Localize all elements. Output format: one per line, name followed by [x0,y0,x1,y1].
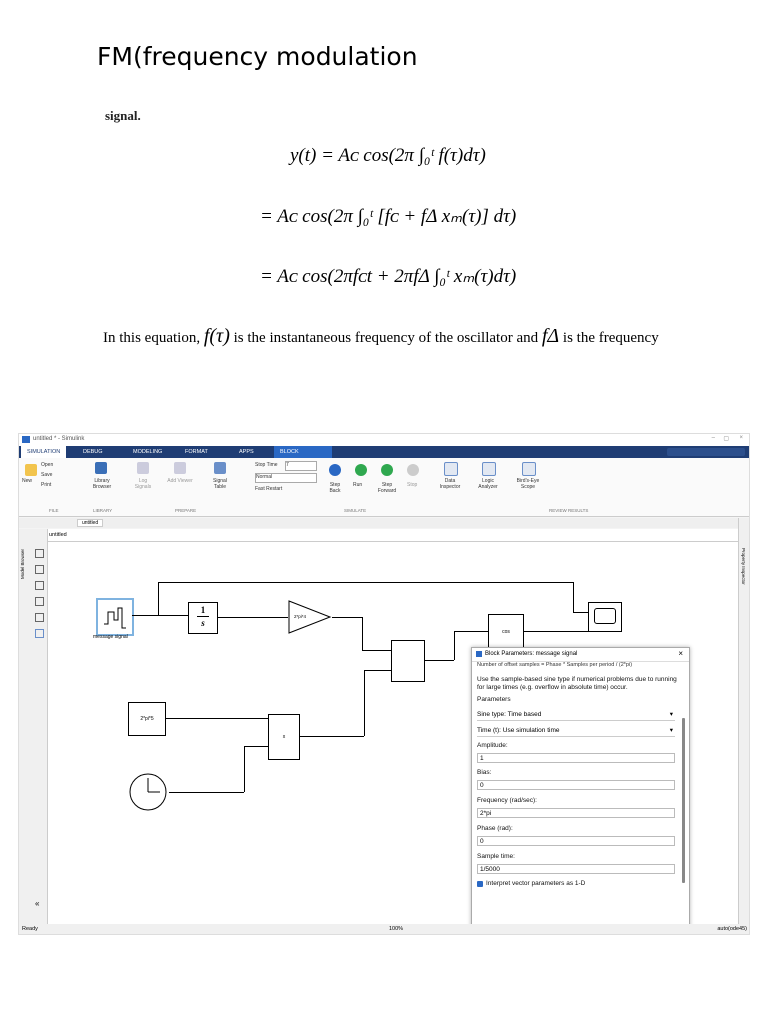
tab-simulation[interactable]: SIMULATION [21,446,66,458]
wire-product-up [364,670,365,736]
equation-line-2: = Aᴄ cos(2π ∫₀ᵗ [fᴄ + fΔ xₘ(τ)] dτ) [260,206,517,227]
wire-to-scope-2 [523,631,588,632]
data-inspector-button[interactable]: Data Inspector [439,478,461,490]
sine-wave-block[interactable] [96,598,134,636]
frequency-field[interactable]: 2*pi [477,808,675,818]
fit-view-icon[interactable] [35,565,44,574]
bias-field[interactable]: 0 [477,780,675,790]
scope-icon [594,608,616,624]
log-signals-button[interactable]: Log Signals [134,478,152,490]
slide-title: FM(frequency modulation [97,42,418,71]
sample-time-label: Sample time: [477,853,515,860]
add-viewer-button[interactable]: Add Viewer [167,478,193,484]
simulink-logo-icon [22,436,30,443]
wire-constant-product [165,718,268,719]
wire-gain-down [362,617,363,650]
breadcrumb [19,529,749,542]
clock-block[interactable] [128,772,168,812]
library-browser-button[interactable]: Library Browser [92,478,112,490]
dialog-header [472,648,689,662]
simulation-mode-select[interactable]: Normal [255,473,317,483]
simulink-small-icon [476,651,482,657]
scope-block[interactable] [588,602,622,632]
status-ready: Ready [22,926,38,932]
dialog-title: Block Parameters: message signal [485,651,578,657]
interpret-checkbox[interactable] [477,881,483,887]
phase-label: Phase (rad): [477,825,513,832]
birds-eye-scope-button[interactable]: Bird's-Eye Scope [516,478,540,490]
bias-label: Bias: [477,769,492,776]
wire-to-sum-2 [364,670,391,671]
model-tab[interactable]: untitled [77,519,103,527]
run-icon[interactable] [355,464,367,476]
new-button[interactable]: New [22,478,33,484]
equation-line-3: = Aᴄ cos(2πfᴄt + 2πfΔ ∫₀ᵗ xₘ(τ)dτ) [260,266,517,287]
text-middle: is the instantaneous frequency of the oscillator and [229,330,542,346]
new-icon[interactable] [25,464,37,476]
sine-type-select[interactable] [477,710,675,721]
fast-restart-toggle[interactable]: Fast Restart [255,486,283,492]
step-back-icon[interactable] [329,464,341,476]
print-button[interactable]: Print [41,482,52,488]
sine-type-value: Time based [507,711,542,718]
wire-clock-up [244,746,245,792]
tab-format[interactable]: FORMAT [185,449,208,455]
time-value: Use simulation time [502,727,560,734]
equation-figure [100,100,660,350]
wire-top [158,582,573,583]
tab-strip [19,518,749,528]
annotation-icon[interactable] [35,613,44,622]
property-inspector-label[interactable]: Property Inspector [741,548,746,585]
log-signals-icon [137,462,149,474]
wire-sum-up [454,631,455,660]
wire-product-out [299,736,364,737]
save-button[interactable]: Save [41,472,53,478]
wire-sine-integrator [132,615,188,616]
message-signal-label: message signal [93,634,128,640]
wire-gain-out [332,617,362,618]
section-file: FILE [49,508,59,513]
text-before: In this equation, [103,330,204,346]
time-select[interactable] [477,726,675,737]
left-toolbar [19,529,48,924]
section-prepare: PREPARE [175,508,197,513]
arrow-icon[interactable] [35,581,44,590]
data-inspector-icon[interactable] [444,462,458,476]
tab-debug[interactable]: DEBUG [83,449,103,455]
wire-to-cos [454,631,488,632]
dialog-close-icon[interactable]: × [678,649,683,658]
signal-table-button[interactable]: Signal Table [213,478,227,490]
stop-icon [407,464,419,476]
chevron-down-icon: ▾ [669,711,673,718]
time-label: Time (t): [477,727,501,734]
wire-to-product-2 [244,746,268,747]
section-review: REVIEW RESULTS [549,508,589,513]
sample-time-field[interactable]: 1/5000 [477,864,675,874]
signal-fragment: signal. [105,108,141,123]
wire-to-scope-1 [573,612,588,613]
close-icon[interactable]: × [739,435,743,441]
integrator-denominator: s [201,618,205,628]
frequency-label: Frequency (rad/sec): [477,797,537,804]
collapse-icon[interactable]: « [35,899,40,908]
phase-field[interactable]: 0 [477,836,675,846]
zoom-icon[interactable] [35,549,44,558]
interpret-label: Interpret vector parameters as 1-D [486,880,586,887]
logic-analyzer-button[interactable]: Logic Analyzer [478,478,498,490]
section-library: LIBRARY [93,508,113,513]
amplitude-label: Amplitude: [477,742,508,749]
sum-block[interactable] [391,640,425,682]
status-solver[interactable]: auto(ode45) [717,926,747,932]
chevron-down-icon: ▾ [669,727,673,734]
open-button[interactable]: Open [41,462,54,468]
text-after: is the frequency [559,330,659,346]
step-forward-button[interactable]: Step Forward [377,482,397,494]
step-forward-icon[interactable] [381,464,393,476]
tab-apps[interactable]: APPS [239,449,254,455]
partial-line: Number of offset samples = Phase * Samples per period / (2*pi) [477,662,633,668]
f-tau: f(τ) [203,325,230,347]
tab-modeling[interactable]: MODELING [133,449,163,455]
f-delta: fΔ [541,325,560,347]
product-block[interactable]: x [268,714,300,760]
signal-table-icon[interactable] [214,462,226,474]
logic-analyzer-icon[interactable] [482,462,496,476]
amplitude-field[interactable]: 1 [477,753,675,763]
stop-button[interactable]: Stop [407,482,418,488]
wire-sum-out [424,660,454,661]
area-icon[interactable] [35,629,44,638]
breadcrumb-model[interactable]: untitled [49,532,67,538]
block-parameters-dialog [471,647,690,935]
right-toolbar [738,518,750,924]
parameters-header: Parameters [477,696,511,703]
quick-access-toolbar[interactable] [667,448,745,456]
status-zoom: 100% [389,926,404,932]
sine-wave-icon [98,600,132,634]
sine-type-label: Sine type: [477,711,506,718]
maximize-icon[interactable]: ▢ [723,436,729,442]
run-button[interactable]: Run [353,482,363,488]
cos-block[interactable]: cos [488,614,524,650]
model-browser-label[interactable]: Model Browser [20,549,25,580]
add-viewer-icon [174,462,186,474]
wire-to-sum-1 [362,650,391,651]
equation-line-1: y(t) = Aᴄ cos(2π ∫₀ᵗ f(τ)dτ) [290,145,486,166]
birds-eye-scope-icon[interactable] [522,462,536,476]
gain-value: 2*pi*4 [294,614,307,619]
section-simulate: SIMULATE [344,508,367,513]
image-icon[interactable] [35,597,44,606]
wire-branch-up [158,582,159,615]
minimize-icon[interactable]: – [711,435,715,441]
simulink-window [18,433,750,935]
window-titlebar [19,434,749,446]
integrator-block[interactable] [188,602,218,634]
wire-clock-out [169,792,244,793]
stop-time-input[interactable]: 7 [285,461,317,471]
status-bar [19,924,749,934]
stop-time-label: Stop Time [255,462,278,468]
dialog-description: Use the sample-based sine type if numerical problems due to running for large times (e.g. overflow in absolute time) occur. [477,676,677,691]
wire-top-down [573,582,574,612]
tab-block[interactable]: BLOCK [274,446,332,458]
integrator-numerator: 1 [200,605,206,615]
step-back-button[interactable]: Step Back [329,482,341,494]
ribbon-tabs [19,446,749,458]
ribbon [19,458,749,517]
library-icon[interactable] [95,462,107,474]
window-title: untitled * - Simulink [33,436,85,442]
constant-block[interactable]: 2*pi*5 [128,702,166,736]
equation-explanation [103,325,659,348]
wire-integrator-gain [217,617,288,618]
dialog-scrollbar[interactable] [682,718,685,883]
